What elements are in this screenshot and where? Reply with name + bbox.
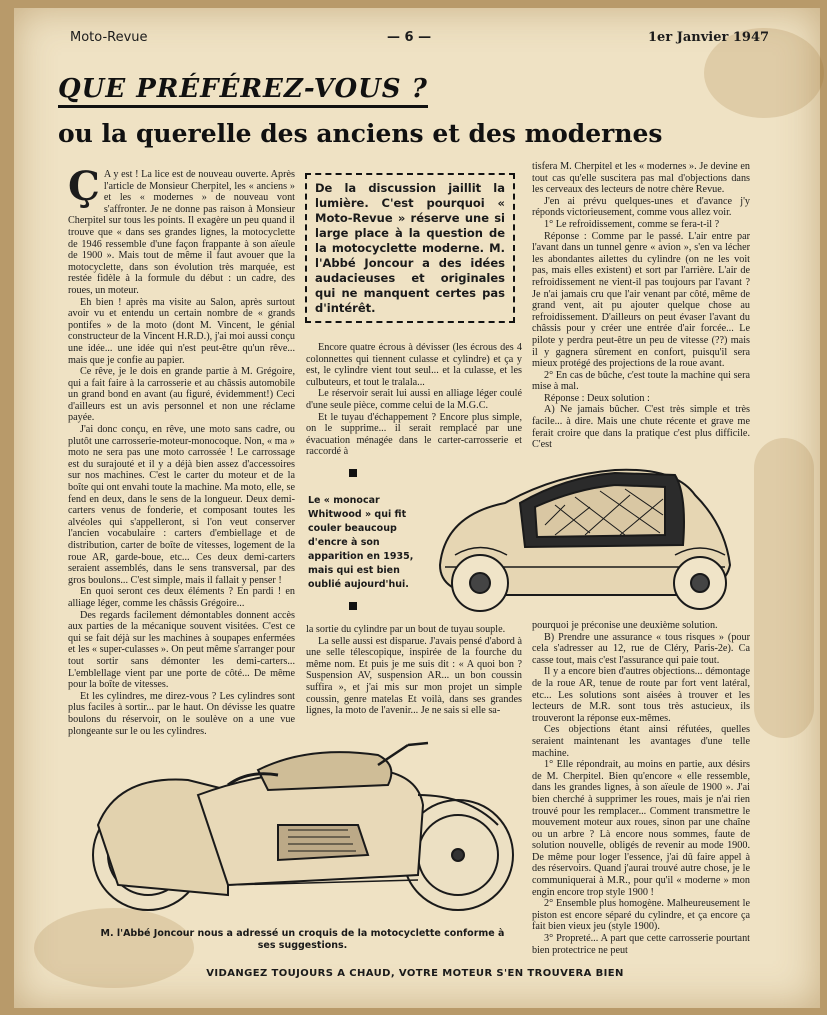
paragraph: Réponse : Deux solution : xyxy=(544,392,650,404)
paragraph: Le réservoir serait lui aussi en alliage léger coulé d'une seule pièce, comme celui de la M.G.C. xyxy=(306,388,522,411)
column-1 xyxy=(68,163,295,737)
drop-cap: Ç xyxy=(68,163,100,210)
paragraph: la sortie du cylindre par un bout de tuyau souple. xyxy=(306,624,506,635)
paragraph: tisfera M. Cherpitel et les « modernes ». Je devine en tout cas qu'elle suscitera pas mal d'objections dans les cerveaux des lecteurs de notre chère Revue. xyxy=(532,161,750,196)
separator-square xyxy=(349,469,357,477)
running-header-left: Moto-Revue xyxy=(70,30,148,45)
column-2-bottom xyxy=(306,624,522,722)
issue-date: 1er Janvier 1947 xyxy=(648,30,770,45)
paragraph: Il y a encore bien d'autres objections... démontage de la roue AR, tenue de route par fort vent latéral, etc... Les solutions sont aisées à trouver et les lecteurs de M.R. sont tous très astucieux, ils trouveront la réponse eux-mêmes. xyxy=(532,666,750,724)
paragraph: Ce rêve, je le dois en grande partie à M. Grégoire, qui a fait faire à la carrosserie et au châssis automobile un grand bond en avant (au figuré, évidemment!) Ceci d'ailleurs est un avis personnel et non une réclame payée. xyxy=(68,366,295,424)
kicker-title: QUE PRÉFÉREZ-VOUS ? xyxy=(58,74,428,108)
intro-box: De la discussion jaillit la lumière. C'est pourquoi « Moto-Revue » réserve une si large place à la question de la motocyclette moderne. M. l'Abbé Joncour a des idées audacieuses et originales qui ne manquent certes pas d'intérêt. xyxy=(305,173,515,323)
paragraph: A y est ! La lice est de nouveau ouverte. Après l'article de Monsieur Cherpitel, les « anciens » et les « modernes » de nouveau vont s'affronter. Je ne donne pas raison à Monsieur Cherpitel sur tous les points. Il exagère un peu quand il trouve que « dans ses grandes lignes, la motocyclette de 1946 ressemble d'une façon frappante à son aïeule de 1900 ». Mais tout de même il faut avouer que la motocyclette, dans son évolution très marquée, est restée fidèle à la formule du début : un cadre, des roues, un moteur. xyxy=(68,169,295,296)
paper-stain xyxy=(754,438,814,738)
paragraph: Ces objections étant ainsi réfutées, quelles seraient maintenant les avantages d'une telle machine. xyxy=(532,724,750,759)
paragraph: Réponse : Comme par le passé. L'air entre par l'avant dans un tunnel genre « avion », s'en va lécher les abondantes ailettes du cylindre (on ne les voit pas, mais elles existent) et sort par l'arrière. L'air de refroidissement ne vient-il pas toujours par l'avant ? Je n'ai jamais cru que l'air venant par côté, même de grand vent, ait pu ajouter quelque chose au refroidissement. D'ailleurs on peut évaser l'avant du châssis pour y créer une entrée d'air forcée... Le pilote y perdra peut-être un peu de vitesse (??) mais il y gagnera sûrement en confort, puisqu'il sera mieux protégé des projections de la roue avant. xyxy=(532,230,750,370)
paragraph: Encore quatre écrous à dévisser (les écrous des 4 colonnettes qui tiennent culasse et cylindre) et ça y est, le cylindre vient tout seul... et la culasse, et les culbuteurs, et tout le tralala... xyxy=(306,342,522,388)
column-2-top xyxy=(306,342,522,458)
paragraph: Des regards facilement démontables donnent accès aux parties de la mécanique souvent visitées. C'est ce qui se fait déjà sur les machines à soupapes enfermées et les « super-culasses ». On peut même s'arranger pour tout sortir sans démonter les demi-carters... L'emblellage vient par une porte de côté... De même pour la boîte de vitesses. xyxy=(68,609,295,691)
paragraph: 3° Propreté... A part que cette carrosserie pourtant bien protectrice ne peut xyxy=(532,933,750,956)
sketch-caption: M. l'Abbé Joncour nous a adressé un croquis de la motocyclette conforme à ses suggestions. xyxy=(100,928,505,951)
page-number: — 6 — xyxy=(387,30,432,45)
paragraph: pourquoi je préconise une deuxième solution. xyxy=(532,620,718,631)
paragraph: B) Prendre une assurance « tous risques » (pour cela s'adresser au 12, rue de Cléry, Paris-2e). Ca casse tout, mais c'est l'assurance qui paie tout. xyxy=(532,631,750,666)
separator-square xyxy=(349,602,357,610)
paragraph: Eh bien ! après ma visite au Salon, après surtout avoir vu et entendu un certain nombre de « grands pontifes » de la moto (dont M. Vincent, le génial constructeur de la Vincent H.R.D.), j'ai moi aussi conçu une idée... une idée qui n'est peut-être qu'un rêve... mais que je confie au papier. xyxy=(68,296,295,366)
paragraph: La selle aussi est disparue. J'avais pensé d'abord à une selle télescopique, inspirée de la fourche du même nom. Et puis je me suis dit : « A quoi bon ? Suspension AV, suspension AR... un bon coussin suffira », et j'ai mis sur mon projet un simple coussin, genre matelas Et voilà, dans ses grandes lignes, la moto de l'avenir... Je ne sais si elle sa- xyxy=(306,635,522,717)
monocar-illustration xyxy=(425,455,755,620)
paragraph: A) Ne jamais bûcher. C'est très simple et très facile... à dire. Mais une chute récente et grave me ferait croire que dans la pratique c'est plus difficile. C'est xyxy=(532,404,750,451)
paragraph: 1° Elle répondrait, au moins en partie, aux désirs de M. Cherpitel. Bien qu'encore « elle ressemble, dans les grandes lignes, à son aïeule de 1900 ». J'ai bien cherché à supprimer les roues, mais je n'ai rien trouvé pour les remplacer... Comment transmettre le mouvement moteur aux roues, sinon par une chaîne ou un arbre ? Là encore nous sommes, faute de solution nouvelle, obligés de revenir au mode 1900. De même pour loger l'essence, j'ai dû faire appel à des réservoirs. Quand j'aurai trouvé autre chose, je le communiquerai à M.R., pour qu'il « moderne » mon engin encore trop style 1900 ! xyxy=(532,759,750,898)
footer-slogan: VIDANGEZ TOUJOURS A CHAUD, VOTRE MOTEUR S'EN TROUVERA BIEN xyxy=(206,968,624,979)
paragraph: En quoi seront ces deux éléments ? En pardi ! en alliage léger, comme les châssis Grégoire... xyxy=(68,586,295,609)
motorcycle-sketch xyxy=(78,735,528,925)
headline: ou la querelle des anciens et des modernes xyxy=(58,119,663,148)
monocar-caption: Le « monocar Whitwood » qui fit couler beaucoup d'encre à son apparition en 1935, mais qui est bien oublié aujourd'hui. xyxy=(308,495,414,590)
paragraph: J'ai donc conçu, en rêve, une moto sans cadre, ou plutôt une carrosserie-moteur-monocoque. Non, « ma » moto ne sera pas une moto carrossée ! Le carrossage est du surajouté et il y a déjà bien assez d'accessoires sur nos machines. C'est le carter du moteur et de la boîte qui ont envahi toute la machine. Ma moto, elle, se fend en deux, dans le sens de la longueur. Deux demi-carters venus de fonderie, et composant toutes les alvéoles qui s'appelleront, si l'on veut conserver l'ancien vocabulaire : carters d'embiellage et de distribution, carter de boîte de vitesses, logement de la roue AR, garde-boue, etc... Ces deux demi-carters seraient assemblés, dans le sens transversal, par des gros boulons... C'est simple, mais il fallait y penser ! xyxy=(68,424,295,586)
paragraph: 1° Le refroidissement, comme se fera-t-il ? xyxy=(544,218,720,230)
paragraph: Et les cylindres, me direz-vous ? Les cylindres sont plus faciles à sortir... par le haut. On dévisse les quatre boulons du réservoir, on le soulève on a une vue plongeante sur le ou les cylindres. xyxy=(68,690,295,737)
paragraph: Et le tuyau d'échappement ? Encore plus simple, on le supprime... il serait remplacé par une évacuation ménagée dans le carter-carrosserie et raccordé à xyxy=(306,411,522,458)
paragraph: 2° Ensemble plus homogène. Malheureusement le piston est encore séparé du cylindre, et ça encore ça fait bien vieux jeu (style 1900). xyxy=(532,898,750,933)
paragraph: J'en ai prévu quelques-unes et d'avance j'y réponds victorieusement, comme vous allez voir. xyxy=(532,195,750,219)
column-3-top xyxy=(532,161,750,451)
paragraph: 2° En cas de bûche, c'est toute la machine qui sera mise à mal. xyxy=(532,369,750,393)
column-3-bottom xyxy=(532,620,750,956)
